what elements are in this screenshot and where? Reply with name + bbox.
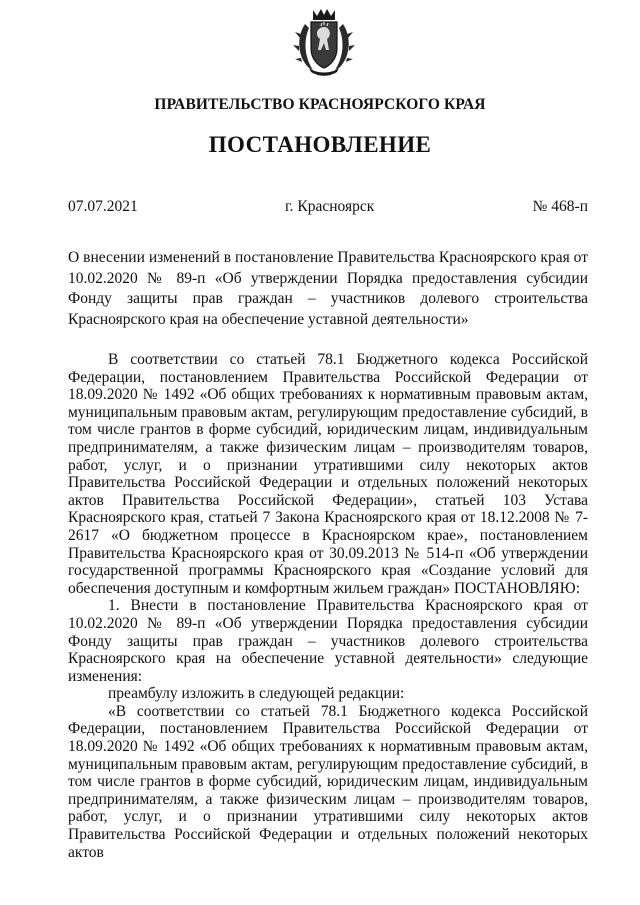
- document-date: 07.07.2021: [68, 198, 138, 215]
- item-1-subparagraph: преамбулу изложить в следующей редакции:: [108, 685, 405, 703]
- document-subject: О внесении изменений в постановление Правительства Красноярского края от 10.02.2020 № 89-п «Об утверждении Порядка предоставления субсидии Фонду защиты прав граждан – участников долевого строительства Красноярского края на обеспечение уставной деятельности»: [68, 249, 588, 328]
- document-number: № 468-п: [532, 198, 588, 215]
- preamble-paragraph: В соответствии со статьей 78.1 Бюджетного кодекса Российской Федерации, постановлением Правительства Российской Федерации от 18.09.2020 № 1492 «Об общих требованиях к нормативным правовым актам, муниципальным правовым актам, регулирующим предоставление субсидий, в том числе грантов в форме субсидий, юридическим лицам, индивидуальным предпринимателям, а также физическим лицам – производителям товаров, работ, услуг, и о признании утратившими силу некоторых актов Правительства Российской Федерации и отдельных положений некоторых актов Правительства Российской Федерации», статьей 103 Устава Красноярского края, статьей 7 Закона Красноярского края от 18.12.2008 № 7-2617 «О бюджетном процессе в Красноярском крае», постановлением Правительства Красноярского края от 30.09.2013 № 514-п «Об утверждении государственной программы Красноярского края «Создание условий для обеспечения доступным и комфортным жильем граждан» ПОСТАНОВЛЯЮ:: [68, 351, 588, 597]
- krasnoyarsk-coat-of-arms-icon: [291, 6, 357, 78]
- item-1-paragraph: 1. Внести в постановление Правительства Красноярского края от 10.02.2020 № 89-п «Об утверждении Порядка предоставления субсидии Фонду защиты прав граждан – участников долевого строительства Красноярского края на обеспечение уставной деятельности» следующие изменения:: [68, 597, 588, 685]
- document-meta-row: [68, 198, 588, 218]
- organization-title: ПРАВИТЕЛЬСТВО КРАСНОЯРСКОГО КРАЯ: [154, 96, 486, 113]
- document-city: г. Красноярск: [285, 198, 375, 215]
- quoted-preamble-paragraph: «В соответствии со статьей 78.1 Бюджетного кодекса Российской Федерации, постановлением Правительства Российской Федерации от 18.09.2020 № 1492 «Об общих требованиях к нормативным правовым актам, муниципальным правовым актам, регулирующим предоставление субсидий, в том числе грантов в форме субсидий, юридическим лицам, индивидуальным предпринимателям, а также физическим лицам – производителям товаров, работ, услуг, и о признании утратившими силу некоторых актов Правительства Российской Федерации и отдельных положений некоторых актов: [68, 702, 588, 861]
- document-body: [68, 351, 588, 861]
- document-type-title: ПОСТАНОВЛЕНИЕ: [208, 132, 432, 157]
